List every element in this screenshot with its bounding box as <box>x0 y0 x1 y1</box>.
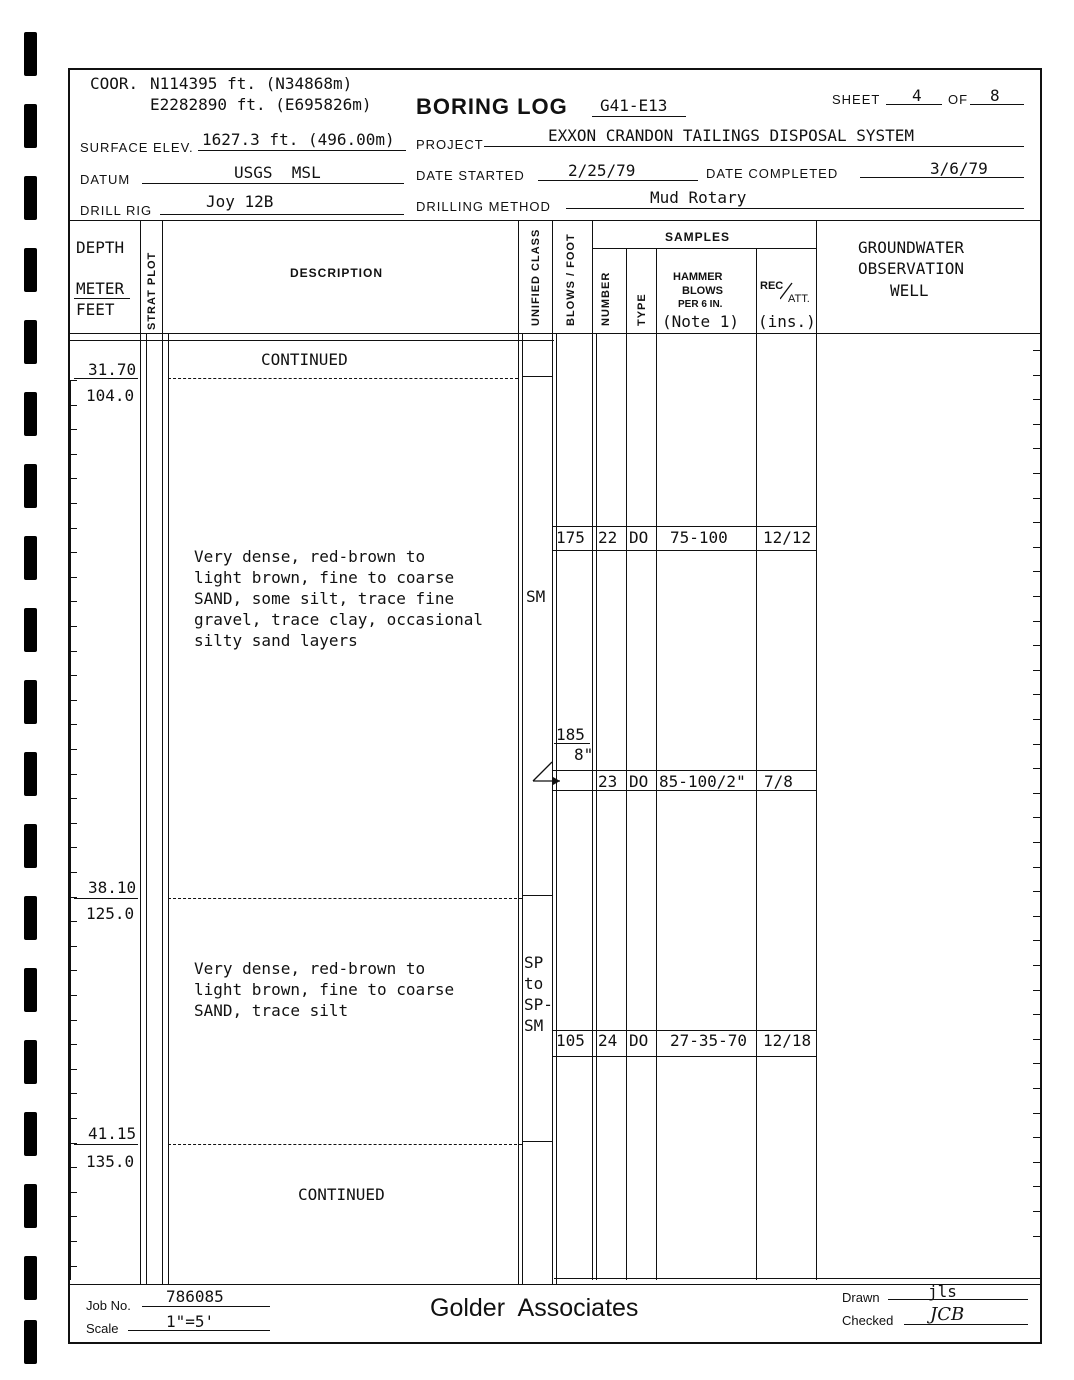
scale-tick <box>70 1216 77 1217</box>
scale-tick <box>70 700 77 701</box>
scale-tick <box>70 823 77 824</box>
scale-tick <box>1033 1014 1040 1015</box>
depth-feet: 135.0 <box>86 1152 135 1171</box>
binder-hole <box>24 1112 37 1156</box>
col-number: NUMBER <box>600 271 612 326</box>
scale-tick <box>1033 621 1040 622</box>
col-feet: FEET <box>76 300 115 319</box>
drawn-initials: jls <box>928 1282 957 1301</box>
col-hammer-per: PER 6 IN. <box>678 299 723 310</box>
project: EXXON CRANDON TAILINGS DISPOSAL SYSTEM <box>548 126 915 145</box>
binder-hole <box>24 608 37 652</box>
col-description: DESCRIPTION <box>290 266 384 280</box>
col-hammer-note: (Note 1) <box>662 312 740 331</box>
sample-blows: 175 <box>556 528 585 547</box>
company-name: Golder Associates <box>430 1294 639 1322</box>
unified-class: SP to SP- SM <box>524 953 553 1035</box>
scale-tick <box>1033 1113 1040 1114</box>
scale-tick <box>70 651 77 652</box>
scale-tick <box>70 1093 77 1094</box>
depth-meter: 38.10 <box>88 878 137 897</box>
scale-tick <box>1033 891 1040 892</box>
date-started: 2/25/79 <box>568 161 636 180</box>
scale-tick <box>1033 522 1040 523</box>
binder-hole <box>24 1320 37 1364</box>
scale-tick <box>70 995 77 996</box>
scale-tick <box>70 626 77 627</box>
scale-tick <box>70 1167 77 1168</box>
scale-tick <box>70 872 77 873</box>
scale-tick <box>1033 965 1040 966</box>
sample-blows-sub: 8" <box>574 745 594 764</box>
col-att: ATT. <box>788 293 810 305</box>
binder-hole <box>24 176 37 220</box>
scale-tick <box>70 847 77 848</box>
scale: 1"=5' <box>166 1312 215 1331</box>
col-rec: REC <box>760 280 784 292</box>
scale-tick <box>70 577 77 578</box>
binder-hole <box>24 392 37 436</box>
binder-hole <box>24 1256 37 1300</box>
of-label: OF <box>948 92 969 107</box>
scale-tick <box>70 429 77 430</box>
binder-hole <box>24 824 37 868</box>
scale-tick <box>1033 448 1040 449</box>
scale-tick <box>70 1192 77 1193</box>
boring-id: G41-E13 <box>600 96 668 115</box>
checked-signature: JCB <box>930 1304 965 1325</box>
coor-east: E2282890 ft. (E695826m) <box>150 95 372 114</box>
scale-tick <box>70 552 77 553</box>
col-meter: METER <box>76 279 125 298</box>
binder-hole <box>24 1040 37 1084</box>
scale-tick <box>70 970 77 971</box>
binder-hole <box>24 680 37 724</box>
sample-number: 22 <box>598 528 618 547</box>
binder-hole <box>24 320 37 364</box>
col-observation: OBSERVATION <box>858 259 964 278</box>
sheet-total: 8 <box>990 86 1000 105</box>
col-strat-plot: STRAT PLOT <box>146 251 158 330</box>
sample-blows: 185 <box>556 725 585 744</box>
unified-class: SM <box>526 587 546 606</box>
scale-tick <box>1033 990 1040 991</box>
scale-tick <box>1033 670 1040 671</box>
scale-axis <box>70 380 71 1280</box>
scale-tick <box>70 1044 77 1045</box>
scale-tick <box>1033 571 1040 572</box>
job-number: 786085 <box>166 1287 224 1306</box>
scale-tick <box>1033 867 1040 868</box>
binder-hole <box>24 896 37 940</box>
sample-type: DO <box>629 528 649 547</box>
scale-tick <box>70 503 77 504</box>
scale-tick <box>1033 498 1040 499</box>
depth-feet: 104.0 <box>86 386 135 405</box>
scale-tick <box>70 921 77 922</box>
project-label: PROJECT <box>416 137 484 152</box>
scale-tick <box>70 749 77 750</box>
binder-hole <box>24 104 37 148</box>
scale-tick <box>1033 375 1040 376</box>
scale-tick <box>1033 596 1040 597</box>
binder-hole <box>24 32 37 76</box>
scale-tick <box>1033 744 1040 745</box>
sample-rec: 12/12 <box>763 528 812 547</box>
scale-tick <box>70 405 77 406</box>
drilling-method: Mud Rotary <box>650 188 747 207</box>
scale-tick <box>1033 1236 1040 1237</box>
datum-label: DATUM <box>80 172 131 187</box>
drill-rig: Joy 12B <box>206 192 274 211</box>
rec-att-slash <box>780 282 794 300</box>
scale-label: Scale <box>86 1321 119 1336</box>
scale-tick <box>1033 399 1040 400</box>
scale-tick <box>70 1069 77 1070</box>
depth-meter: 41.15 <box>88 1124 137 1143</box>
sheet-number: 4 <box>912 86 922 105</box>
scale-tick <box>70 724 77 725</box>
scale-tick <box>70 528 77 529</box>
scale-tick <box>1033 424 1040 425</box>
col-type: TYPE <box>636 293 648 326</box>
scale-tick <box>1033 645 1040 646</box>
scale-tick <box>1033 719 1040 720</box>
coor-north: N114395 ft. (N34868m) <box>150 74 353 93</box>
scale-tick <box>70 897 77 898</box>
scale-tick <box>70 798 77 799</box>
scale-tick <box>1033 793 1040 794</box>
scale-tick <box>1033 1088 1040 1089</box>
drill-rig-label: DRILL RIG <box>80 203 153 218</box>
scale-tick <box>70 454 77 455</box>
scale-tick <box>1033 916 1040 917</box>
layer-description: Very dense, red-brown to light brown, fine to coarse SAND, some silt, trace fine gravel, trace clay, occasional silty sand layers <box>194 547 483 650</box>
checked-label: Checked <box>842 1313 894 1328</box>
scale-tick <box>1033 940 1040 941</box>
scale-tick <box>70 380 77 381</box>
scale-tick <box>70 1241 77 1242</box>
scale-tick <box>70 675 77 676</box>
layer-description: Very dense, red-brown to light brown, fine to coarse SAND, trace silt <box>194 959 455 1020</box>
scale-tick <box>1033 842 1040 843</box>
col-depth: DEPTH <box>76 238 125 257</box>
binder-hole <box>24 752 37 796</box>
col-samples: SAMPLES <box>665 230 731 244</box>
job-label: Job No. <box>86 1298 131 1313</box>
scale-tick <box>1033 768 1040 769</box>
scale-tick <box>1033 1039 1040 1040</box>
scale-tick <box>1033 350 1040 351</box>
scale-tick <box>1033 1137 1040 1138</box>
depth-meter: 31.70 <box>88 360 137 379</box>
sample-rec: 12/18 <box>763 1031 812 1050</box>
sample-blows: 105 <box>556 1031 585 1050</box>
scale-axis <box>1040 340 1041 1280</box>
col-groundwater: GROUNDWATER <box>858 238 964 257</box>
sheet-label: SHEET <box>832 92 881 107</box>
sample-rec: 7/8 <box>764 772 793 791</box>
scale-tick <box>70 774 77 775</box>
scale-tick <box>70 946 77 947</box>
surface-elev-label: SURFACE ELEV. <box>80 140 194 155</box>
sample-type: DO <box>629 1031 649 1050</box>
scale-tick <box>70 1143 77 1144</box>
sample-number: 23 <box>598 772 618 791</box>
scale-tick <box>1033 547 1040 548</box>
col-ins: (ins.) <box>758 312 816 331</box>
depth-feet: 125.0 <box>86 904 135 923</box>
date-completed: 3/6/79 <box>930 159 988 178</box>
binder-hole <box>24 1184 37 1228</box>
arrow-icon <box>530 760 566 786</box>
scale-tick <box>1033 1211 1040 1212</box>
continued-top: CONTINUED <box>261 350 348 369</box>
coor-label: COOR. <box>90 74 139 93</box>
scale-tick <box>70 478 77 479</box>
scale-tick <box>70 1266 77 1267</box>
col-hammer: HAMMER <box>673 271 723 283</box>
scale-tick <box>1033 1162 1040 1163</box>
date-started-label: DATE STARTED <box>416 168 525 183</box>
scale-tick <box>1033 473 1040 474</box>
sample-hammer: 75-100 <box>670 528 728 547</box>
col-unified-class: UNIFIED CLASS <box>530 228 542 326</box>
scale-tick <box>1033 817 1040 818</box>
scale-tick <box>1033 694 1040 695</box>
drawn-label: Drawn <box>842 1290 880 1305</box>
drilling-method-label: DRILLING METHOD <box>416 199 551 214</box>
binder-hole <box>24 248 37 292</box>
col-well: WELL <box>890 281 929 300</box>
sample-hammer: 85-100/2" <box>659 772 746 791</box>
continued-bottom: CONTINUED <box>298 1185 385 1204</box>
sample-number: 24 <box>598 1031 618 1050</box>
sample-hammer: 27-35-70 <box>670 1031 748 1050</box>
binder-hole <box>24 464 37 508</box>
scale-tick <box>70 1118 77 1119</box>
scale-tick <box>1033 1063 1040 1064</box>
form-title: BORING LOG <box>416 94 568 119</box>
surface-elev: 1627.3 ft. (496.00m) <box>202 130 395 149</box>
binder-hole <box>24 536 37 580</box>
col-hammer-blows: BLOWS <box>682 285 723 297</box>
sample-type: DO <box>629 772 649 791</box>
binder-hole <box>24 968 37 1012</box>
datum: USGS MSL <box>234 163 321 182</box>
col-blows-foot: BLOWS / FOOT <box>565 233 577 326</box>
scale-tick <box>1033 1186 1040 1187</box>
scale-tick <box>70 1020 77 1021</box>
scale-tick <box>70 601 77 602</box>
date-completed-label: DATE COMPLETED <box>706 166 839 181</box>
